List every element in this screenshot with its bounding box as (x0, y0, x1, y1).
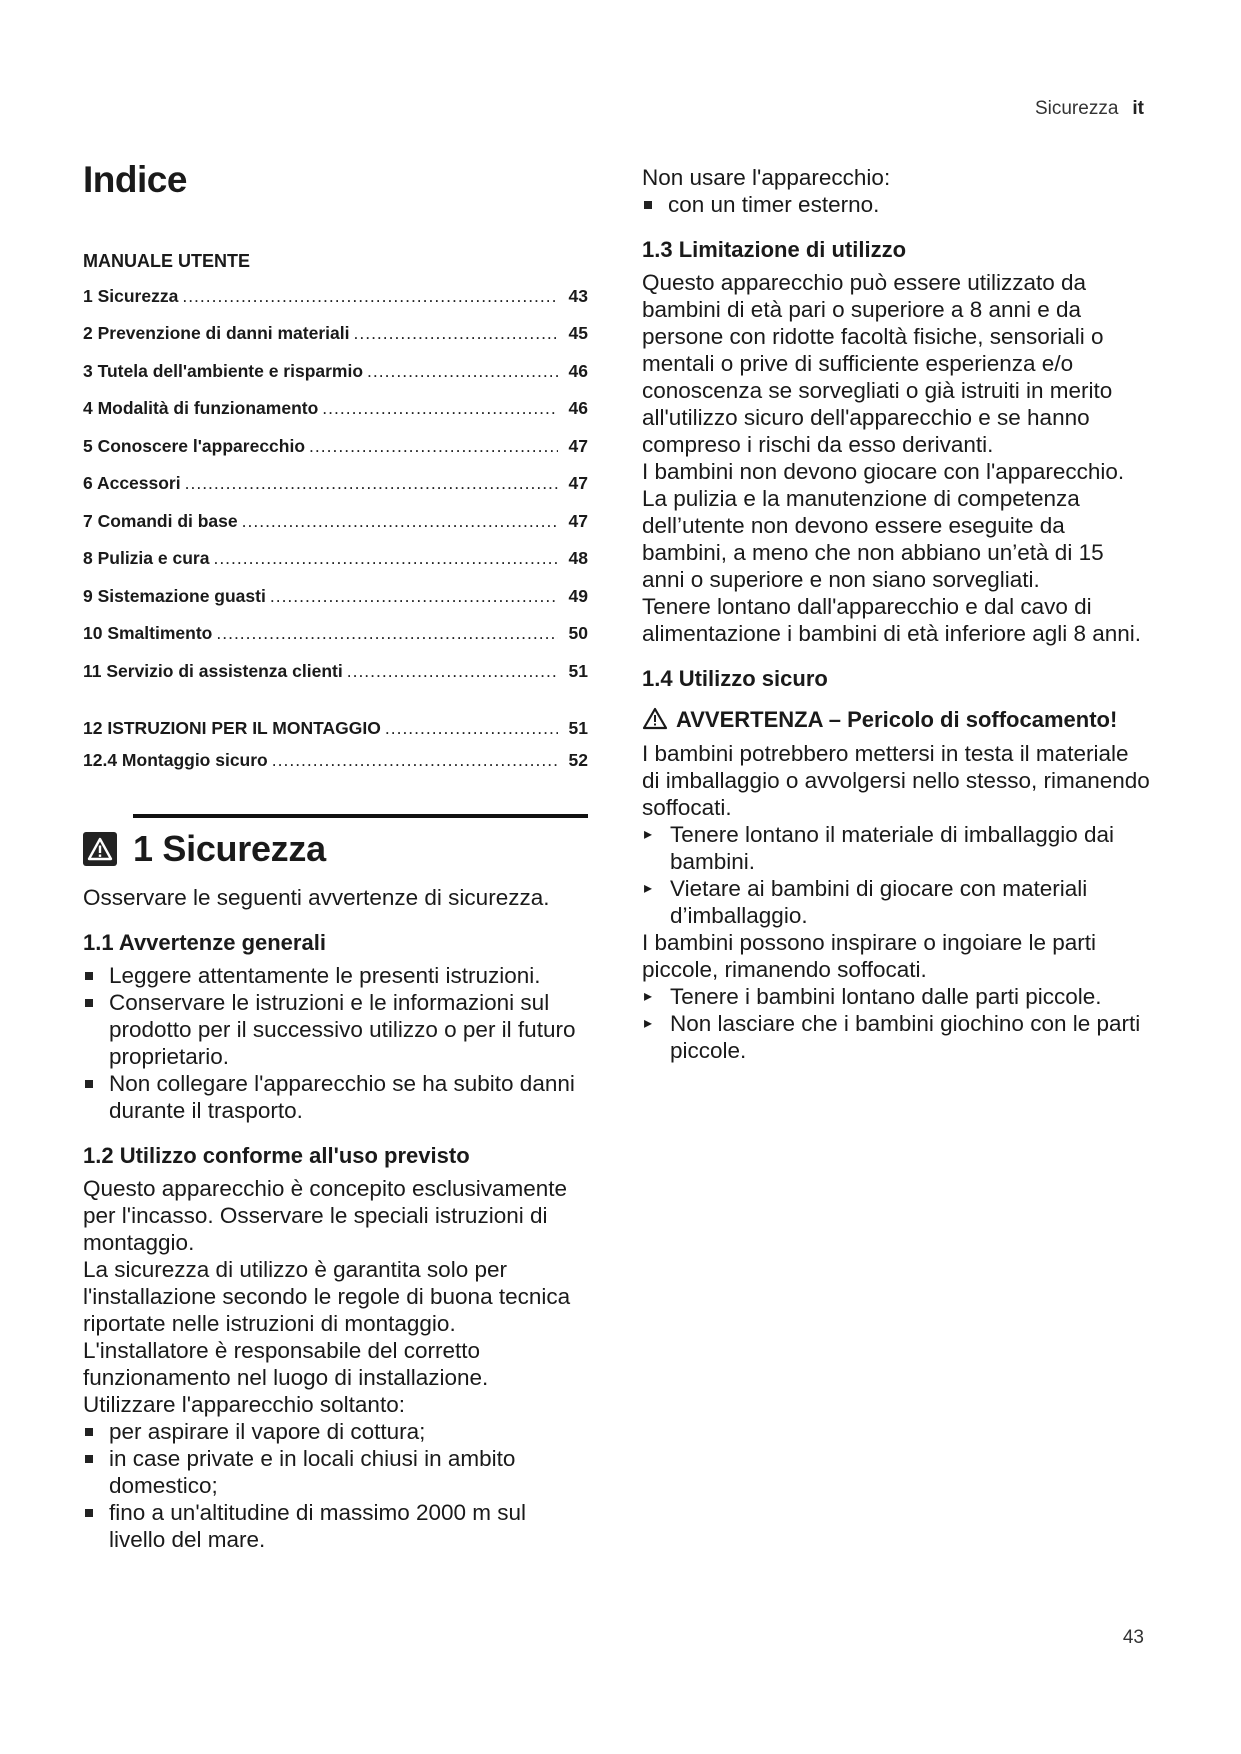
toc-entry[interactable]: 10 Smaltimento ..... 50 (83, 623, 588, 661)
right-column (642, 164, 1152, 1064)
list-item: con un timer esterno. (642, 191, 1152, 218)
chapter-rule (133, 814, 588, 818)
warning-icon (83, 832, 117, 866)
list-item: in case private e in locali chiusi in ambito domestico; (83, 1445, 588, 1499)
left-column (83, 160, 588, 1553)
section-1-3-title: 1.3 Limitazione di utilizzo (642, 237, 907, 262)
list-item: ▸ Tenere lontano il materiale di imballaggio dai bambini. (642, 821, 1152, 875)
list-item: fino a un'altitudine di massimo 2000 m sul livello del mare. (83, 1499, 588, 1553)
list-item: per aspirare il vapore di cottura; (83, 1418, 588, 1445)
intended-use-list (83, 1418, 588, 1553)
paragraph: Questo apparecchio può essere utilizzato da bambini di età pari o superiore a 8 anni e da persone con ridotte facoltà fisiche, sensoriali o mentali o prive di sufficiente esperienza e/o conoscenza se sorvegliati o già istruiti in merito all'utilizzo sicuro dell'apparecchio e se hanno compreso i rischi da esso derivanti. (642, 270, 1113, 457)
paragraph: L'installatore è responsabile del corretto funzionamento nel luogo di installazione. (83, 1338, 489, 1391)
table-of-contents (83, 286, 588, 783)
toc-entry[interactable]: 12.4 Montaggio sicuro ..... 52 (83, 750, 588, 782)
small-parts-actions-list (642, 983, 1152, 1064)
header-language: it (1132, 98, 1144, 119)
page-number: 43 (1122, 1627, 1144, 1648)
chapter-heading (83, 814, 588, 870)
paragraph: Questo apparecchio è concepito esclusivamente per l'incasso. Osservare le speciali istruzioni di montaggio. (83, 1176, 568, 1256)
running-header (1035, 98, 1144, 120)
toc-entry[interactable]: 2 Prevenzione di danni materiali ..... 45 (83, 323, 588, 361)
packaging-actions-list (642, 821, 1152, 929)
toc-entry[interactable]: 12 ISTRUZIONI PER IL MONTAGGIO ..... 51 (83, 718, 588, 750)
index-title: Indice (83, 159, 187, 200)
warning-text: AVVERTENZA – Pericolo di soffocamento! (676, 707, 1118, 732)
chapter-title: 1 Sicurezza (133, 828, 326, 870)
toc-entry[interactable]: 3 Tutela dell'ambiente e risparmio ..... 46 (83, 361, 588, 399)
toc-entry[interactable]: 4 Modalità di funzionamento ..... 46 (83, 398, 588, 436)
paragraph: I bambini non devono giocare con l'apparecchio. (642, 459, 1125, 484)
toc-entry[interactable]: 5 Conoscere l'apparecchio ..... 47 (83, 436, 588, 474)
toc-entry[interactable]: 7 Comandi di base ..... 47 (83, 511, 588, 549)
list-item: Leggere attentamente le presenti istruzioni. (83, 962, 588, 989)
list-item: Non collegare l'apparecchio se ha subito danni durante il trasporto. (83, 1070, 588, 1124)
toc-entry[interactable]: 6 Accessori ..... 47 (83, 473, 588, 511)
list-item: ▸ Vietare ai bambini di giocare con materiali d’imballaggio. (642, 875, 1152, 929)
paragraph: La sicurezza di utilizzo è garantita solo per l'installazione secondo le regole di buona tecnica riportate nelle istruzioni di montaggio. (83, 1257, 571, 1337)
chapter-intro: Osservare le seguenti avvertenze di sicurezza. (83, 885, 550, 911)
list-item: ▸ Non lasciare che i bambini giochino con le parti piccole. (642, 1010, 1152, 1064)
toc-entry[interactable]: 9 Sistemazione guasti ..... 49 (83, 586, 588, 624)
section-1-2-title: 1.2 Utilizzo conforme all'uso previsto (83, 1143, 470, 1169)
warning-heading (642, 706, 1152, 736)
list-item: Conservare le istruzioni e le informazioni sul prodotto per il successivo utilizzo o per il futuro proprietario. (83, 989, 588, 1070)
toc-entry[interactable]: 1 Sicurezza ..... 43 (83, 286, 588, 324)
paragraph: I bambini potrebbero mettersi in testa il materiale di imballaggio o avvolgersi nello stesso, rimanendo soffocati. (642, 741, 1150, 820)
general-warnings-list (83, 962, 588, 1124)
header-section: Sicurezza (1034, 98, 1119, 119)
paragraph: Tenere lontano dall'apparecchio e dal cavo di alimentazione i bambini di età inferiore agli 8 anni. (642, 594, 1142, 646)
not-allowed-list (642, 191, 1152, 218)
toc-section-heading: MANUALE UTENTE (83, 250, 250, 271)
warning-triangle-icon (642, 707, 668, 736)
paragraph: Utilizzare l'apparecchio soltanto: (83, 1392, 405, 1418)
paragraph: La pulizia e la manutenzione di competenza dell’utente non devono essere eseguite da bambini, a meno che non abbiano un’età di 15 anni o superiore e non siano sorvegliati. (642, 486, 1104, 592)
list-item: ▸ Tenere i bambini lontano dalle parti piccole. (642, 983, 1152, 1010)
toc-entry[interactable]: 11 Servizio di assistenza clienti ..... 51 (83, 661, 588, 699)
section-1-4-title: 1.4 Utilizzo sicuro (642, 666, 828, 691)
toc-entry[interactable]: 8 Pulizia e cura ..... 48 (83, 548, 588, 586)
paragraph: I bambini possono inspirare o ingoiare le parti piccole, rimanendo soffocati. (642, 930, 1097, 982)
section-1-1-title: 1.1 Avvertenze generali (83, 930, 326, 956)
paragraph: Non usare l'apparecchio: (642, 165, 891, 190)
